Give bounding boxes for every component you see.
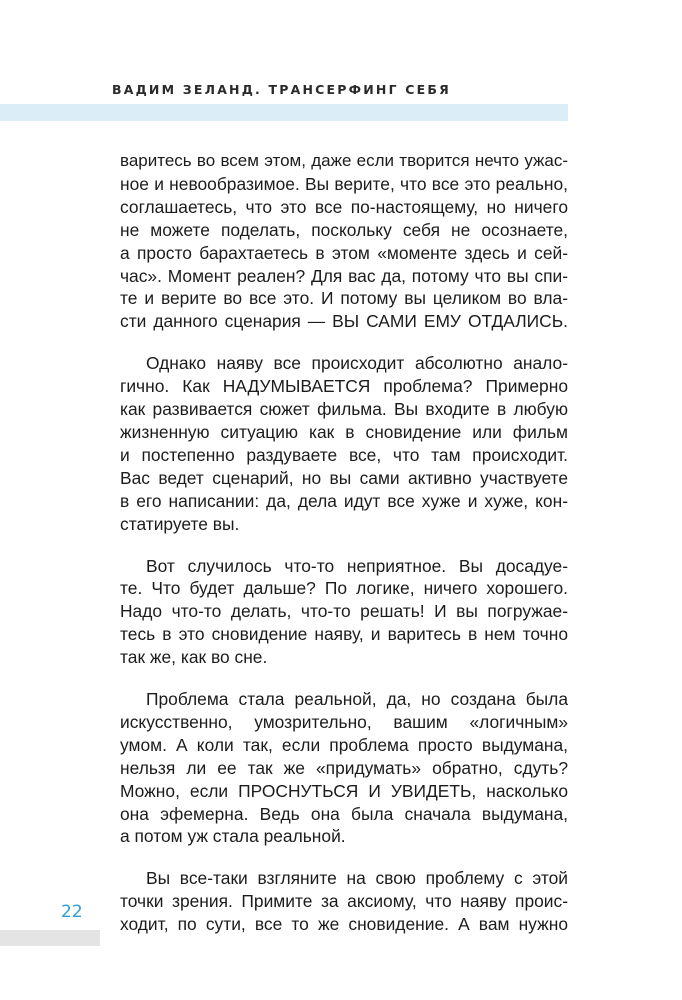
header-band	[0, 104, 568, 121]
text-line: Вас ведет сценарий, но вы сами активно участвуете	[120, 467, 568, 488]
footer-band	[0, 930, 100, 946]
text-line: Проблема стала реальной, да, но создана была	[146, 689, 568, 710]
text-line: те. Что будет дальше? По логике, ничего хорошего.	[120, 578, 568, 599]
body-text	[120, 150, 568, 955]
text-line: и постепенно раздуваете все, что там происходит.	[120, 444, 568, 465]
text-line: как развивается сюжет фильма. Вы входите в любую	[120, 399, 568, 420]
paragraph-1	[120, 150, 568, 333]
text-line: статируете вы.	[120, 513, 240, 534]
paragraph-5	[120, 867, 568, 936]
text-line: час». Момент реален? Для вас да, потому что вы спи-	[120, 265, 568, 286]
text-line: нельзя ли ее так же «придумать» обратно, сдуть?	[120, 757, 568, 778]
paragraph-2	[120, 352, 568, 535]
text-line: не можете поделать, поскольку себя не осознаете,	[120, 219, 568, 240]
text-line: она эфемерна. Ведь она была сначала выдумана,	[120, 803, 568, 824]
text-line: соглашаетесь, что это все по-настоящему, но ничего	[120, 196, 568, 217]
text-line: Однако наяву все происходит абсолютно анало-	[146, 353, 568, 374]
text-line: Можно, если ПРОСНУТЬСЯ И УВИДЕТЬ, насколько	[120, 780, 568, 801]
text-line: умом. А коли так, если проблема просто выдумана,	[120, 734, 568, 755]
running-header-title: ВАДИМ ЗЕЛАНД. ТРАНСЕРФИНГ СЕБЯ	[112, 82, 451, 97]
text-line: точки зрения. Примите за аксиому, что наяву проис-	[120, 891, 568, 912]
text-line: искусственно, умозрительно, вашим «логичным»	[120, 711, 568, 732]
text-line: так же, как во сне.	[120, 647, 268, 668]
text-line: варитесь во всем этом, даже если творится нечто ужас-	[120, 151, 568, 170]
text-line: а потом уж стала реальной.	[120, 826, 346, 847]
text-line: гично. Как НАДУМЫВАЕТСЯ проблема? Примерно	[120, 376, 568, 397]
text-line: Надо что-то делать, что-то решать! И вы погружае-	[120, 601, 568, 622]
paragraph-4	[120, 688, 568, 848]
page-number: 22	[61, 902, 83, 922]
text-line: жизненную ситуацию как в сновидение или фильм	[120, 421, 568, 442]
text-line: а просто барахтаетесь в этом «моменте здесь и сей-	[120, 242, 568, 263]
paragraph-3	[120, 555, 568, 670]
text-line: тесь в это сновидение наяву, и варитесь в нем точно	[120, 624, 568, 645]
text-line: в его написании: да, дела идут все хуже и хуже, кон-	[120, 490, 568, 511]
text-line: Вот случилось что-то неприятное. Вы досадуе-	[146, 555, 568, 576]
text-line: сти данного сценария — ВЫ САМИ ЕМУ ОТДАЛИСЬ.	[120, 311, 568, 332]
text-line: ходит, по сути, все то же сновидение. А вам нужно	[120, 914, 568, 935]
text-line: те и верите во все это. И потому вы целиком во вла-	[120, 288, 568, 309]
text-line: ное и невообразимое. Вы верите, что все это реально,	[120, 173, 568, 194]
text-line: Вы все-таки взгляните на свою проблему с этой	[146, 868, 568, 889]
